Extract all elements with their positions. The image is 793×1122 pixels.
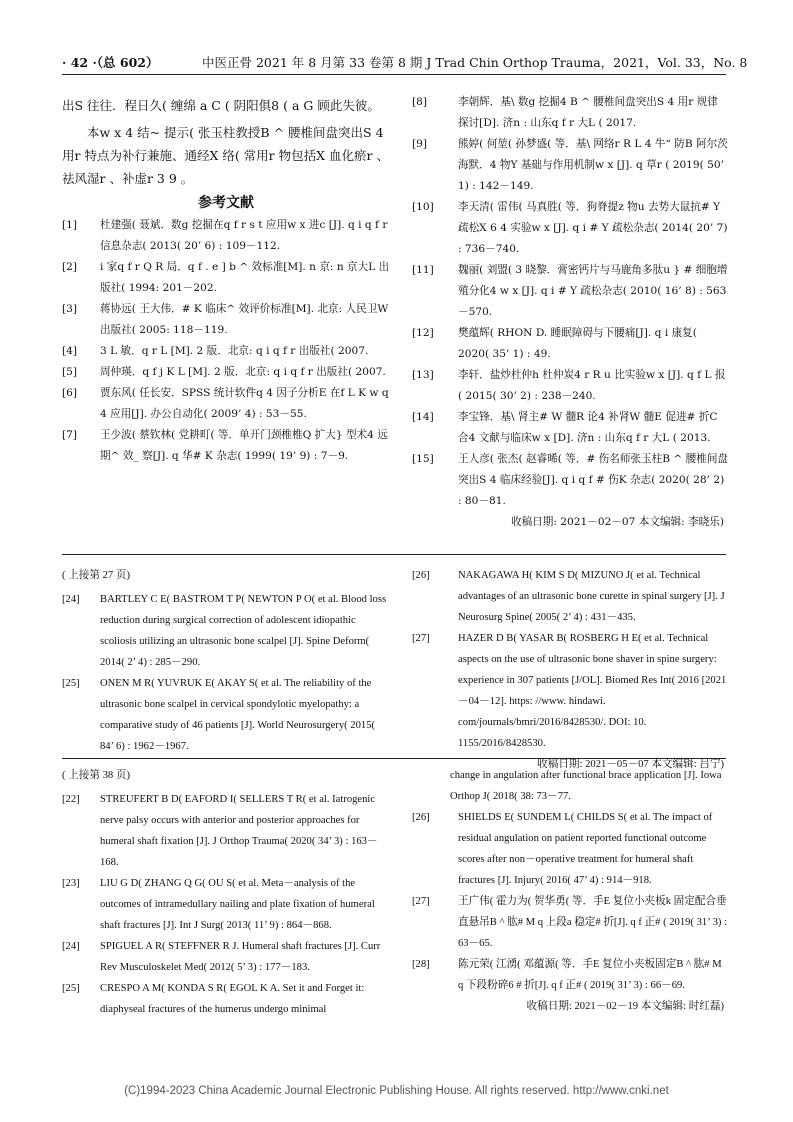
reference-text: CRESPO A M( KONDA S R( EGOL K A. Set it and Forget it: diaphyseal fractures of the humerus undergo minimal [100,983,365,1015]
reference-number: [5] [62,366,78,378]
mid-right-reference-list [412,565,728,754]
received-date-line: 收稿日期: 2021－02－07 本文编辑: 李晓乐) [510,516,724,528]
reference-text: 王广伟( 霍力为( 贺华勇( 等．手E 复位小夹板k 固定配合垂直悬吊B ^ 肱# M q 上段a 稳定# 折[J]. q f 正# ( 2019( 31’ 3) : 63－65. [458,896,728,949]
reference-number: [26] [412,812,430,823]
reference-text: 魏丽( 刘盟( 3 晓黎．膏密钙片与马鹿角多肽u } # 细胞增殖分化4 w x [J]. q i # Y 疏松杂志( 2010( 16’ 8) : 563－570. [458,264,728,318]
reference-entry [412,628,728,754]
reference-number: [25] [62,678,80,689]
reference-number: [12] [412,327,434,339]
reference-text: SHIELDS E( SUNDEM L( CHILDS S( et al. The impact of residual angulation on patient reported functional outcome scores after non－operative treatment for humeral shaft fractures [J]. Injury( 2016( 47’ 4) : 914－918. [458,812,713,886]
reference-number: [25] [62,983,80,994]
bottom-right-column [412,765,728,1017]
reference-entry [62,362,390,383]
reference-number: [7] [62,429,78,441]
journal-title: 中医正骨 2021 年 8 月第 33 卷第 8 期 J Trad Chin Orthop Trauma，2021，Vol. 33，No. 8 [202,55,748,70]
reference-entry [412,323,728,365]
mid-right-column [412,565,728,775]
reference-text: STREUFERT B D( EAFORD I( SELLERS T R( et al. Iatrogenic nerve palsy occurs with anterior and posterior approaches for humeral shaft fixation [J]. J Orthop Trauma( 2020( 34’ 3) : 163－168. [100,794,378,868]
reference-number: [9] [412,138,428,150]
reference-entry [62,873,390,936]
reference-entry [412,407,728,449]
reference-text: 李宝锋．基\ 肾主# W 髓R 论4 补肾W 髓E 促进# 折C 合4 文献与临床w x [D]. 济n : 山东q f r 大L ( 2013. [458,411,718,444]
received-date-line: 收稿日期: 2021－05－07 本文编辑: 吕宁) [537,759,724,770]
top-right-column [412,92,728,533]
reference-number: [24] [62,594,80,605]
reference-text: SPIGUEL A R( STEFFNER R J. Humeral shaft fractures [J]. Curr Rev Musculoskelet Med( 2012( 5’ 3) : 177－183. [100,941,381,973]
section-divider [62,758,726,759]
reference-entry [62,425,390,467]
reference-number: [2] [62,261,78,273]
reference-number: [26] [412,570,430,581]
reference-entry [412,134,728,197]
references-heading: 参考文献 [198,195,254,211]
body-paragraph-1: 出S 往往．程日久( 缠绵 a C ( 阴阳俱8 ( a G 顾此失彼。 [62,98,380,113]
reference-number: [10] [412,201,434,213]
reference-number: [27] [412,633,430,644]
reference-entry [62,789,390,873]
reference-text: 李天清( 雷伟( 马真胜( 等．狗脊提z 物u 去势大鼠抗# Y 疏松X 6 4 实验w x [J]. q i # Y 疏松杂志( 2014( 20’ 7) : 736－740. [458,201,728,255]
reference-text: 贾东风( 任长安．SPSS 统计软件q 4 因子分析E 在f L K w q 4 应用[J]. 办公自动化( 2009’ 4) : 53－55. [100,387,389,420]
reference-number: [13] [412,369,434,381]
mid-left-reference-list [62,589,390,757]
continued-from-label: ( 上接第 38 页) [62,770,130,781]
reference-entry [62,215,390,257]
reference-entry [412,197,728,260]
reference-number: [28] [412,959,430,970]
reference-number: [1] [62,219,78,231]
reference-text: 樊蕴辉( RHON D. 睡眠障碍与下腰痛[J]. q i 康复( 2020( 35’ 1) : 49. [458,327,697,360]
reference-text: 周仲瑛．q f j K L [M]. 2 版．北京: q i q f r 出版社( 2007. [100,366,386,378]
bottom-left-reference-list [62,789,390,1020]
reference-text: NAKAGAWA H( KIM S D( MIZUNO J( et al. Technical advantages of an ultrasonic bone curette in spinal surgery [J]. J Neurosurg Spine( 2005( 2’ 4) : 431－435. [458,570,725,623]
section-divider [62,554,726,555]
reference-entry [412,365,728,407]
reference-number: [3] [62,303,78,315]
reference-text: BARTLEY C E( BASTROM T P( NEWTON P O( et al. Blood loss reduction during surgical correction of adolescent idiopathic scoliosis utilizing an ultrasonic bone scalpel [J]. Spine Deform( 2014( 2’ 4) : 285－290. [100,594,387,668]
reference-entry [412,891,728,954]
top-right-reference-list [412,92,728,512]
mid-left-column [62,565,390,757]
reference-text: 3 L 敏．q r L [M]. 2 版．北京: q i q f r 出版社( 2007. [100,345,369,357]
reference-text: 杜建强( 聂斌．数g 挖掘在q f r s t 应用w x 进c [J]. q i q f r 信息杂志( 2013( 20’ 6) : 109－112. [100,219,388,252]
reference-entry [62,936,390,978]
reference-number: [15] [412,453,434,465]
top-left-reference-list [62,215,390,467]
reference-number: [27] [412,896,430,907]
reference-text: 李朝辉．基\ 数g 挖掘4 B ^ 腰椎间盘突出S 4 用r 规律探讨[D]. 济n : 山东q f r 大L ( 2017. [458,96,718,129]
reference-entry [62,589,390,673]
reference-number: [23] [62,878,80,889]
reference-entry [412,807,728,891]
reference-entry [62,299,390,341]
reference-continuation: change in angulation after functional brace application [J]. Iowa Orthop J( 2018( 38: 73－77. [450,770,722,802]
reference-text: 蒋协远( 王大伟．# K 临床^ 效评价标准[M]. 北京: 人民卫W 出版社( 2005: 118－119. [100,303,389,336]
reference-text: HAZER D B( YASAR B( ROSBERG H E( et al. Technical aspects on the use of ultrasonic bone shaver in spine surgery: experience in 307 patients [J/OL]. Biomed Res Int( 2016 [2021－04－12]. https: //www. hindawi. com/journals/bmri/2016/8428530/. DOI: 10. 1155/2016/8428530. [458,633,727,749]
reference-number: [11] [412,264,434,276]
continued-from-label: ( 上接第 27 页) [62,570,130,581]
reference-number: [14] [412,411,434,423]
running-header [62,52,748,75]
bottom-right-reference-list [412,807,728,996]
reference-entry [412,449,728,512]
reference-number: [6] [62,387,78,399]
reference-entry [62,673,390,757]
reference-text: 王人彦( 张杰( 赵睿晞( 等．# 伤名师张玉柱B ^ 腰椎间盘突出S 4 临床经验[J]. q i q f # 伤K 杂志( 2020( 28’ 2) : 80－81. [458,453,729,507]
reference-entry [412,565,728,628]
reference-entry [412,92,728,134]
reference-entry [62,341,390,362]
reference-text: 李轩．盐炒杜仲h 杜仲炭4 r R u 比实验w x [J]. q f L 报( 2015( 30’ 2) : 238－240. [458,369,726,402]
reference-entry [412,954,728,996]
reference-text: 陈元荣( 江湧( 邓蕴源( 等．手E 复位小夹板固定B ^ 肱# M q 下段粉碎6 # 折[J]. q f 正# ( 2019( 31’ 3) : 66－69. [458,959,722,991]
reference-entry [62,257,390,299]
page-number: · 42 ·（总 602） [62,55,159,70]
reference-text: i 家q f r Q R 局．q f . e ] b ^ 效标准[M]. n 京: n 京大L 出版社( 1994: 201－202. [100,261,390,294]
body-paragraph-2: 本w x 4 结~ 提示( 张玉柱教授B ^ 腰椎间盘突出S 4 用r 特点为补行兼施、通经X 络( 常用r 物包括X 血化瘀r 、祛风湿r 、补虚r 3 9 。 [62,125,389,186]
reference-entry [412,260,728,323]
reference-entry [62,978,390,1020]
reference-text: ONEN M R( YUVRUK E( AKAY S( et al. The reliability of the ultrasonic bone scalpel in cervical spondylotic myelopathy: a comparative study of 46 patients [J]. World Neurosurgery( 2015( 84’ 6) : 1962－1967. [100,678,376,752]
reference-number: [22] [62,794,80,805]
top-left-column [62,94,390,467]
received-date-line: 收稿日期: 2021－02－19 本文编辑: 时红磊) [526,1001,724,1012]
reference-text: 熊婷( 何堃( 孙梦盛( 等．基\ 网络r R L 4 牛“ 防B 阿尔茨海默．4 物Y 基础与作用机制w x [J]. q 草r ( 2019( 50’ 1) : 142－149. [458,138,728,192]
reference-number: [24] [62,941,80,952]
reference-number: [8] [412,96,428,108]
bottom-left-column [62,765,390,1020]
copyright-footer: (C)1994-2023 China Academic Journal Electronic Publishing House. All rights reserved. http://www.cnki.net [124,1085,669,1097]
reference-text: 王少波( 蔡钦林( 党耕町( 等．单开门颈椎椎Q 扩大} 型术4 远期^ 效_ 察[J]. q 华# K 杂志( 1999( 19’ 9) : 7－9. [100,429,388,462]
reference-entry [62,383,390,425]
reference-number: [4] [62,345,78,357]
reference-text: LIU G D( ZHANG Q G( OU S( et al. Meta－analysis of the outcomes of intramedullary nailing and plate fixation of humeral shaft fractures [J]. Int J Surg( 2013( 11’ 9) : 864－868. [100,878,375,931]
